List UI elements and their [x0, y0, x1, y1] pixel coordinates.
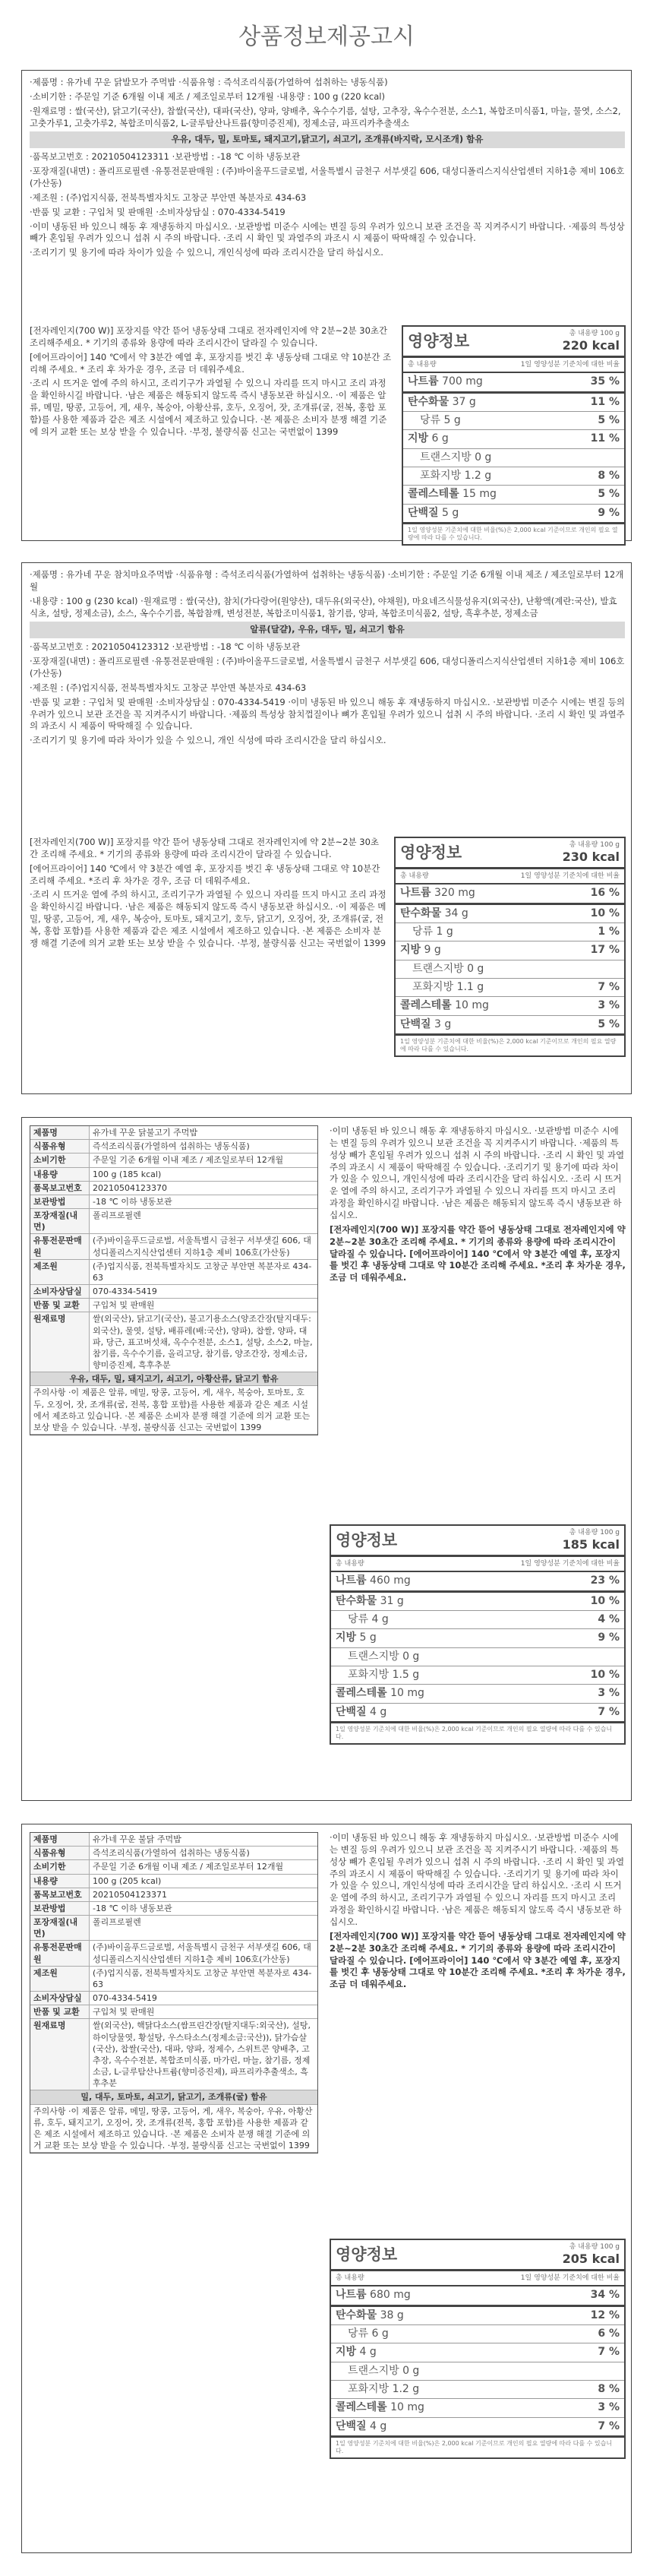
info-line: ·반품 및 교환 : 구입처 및 판매원 ·소비자상담실 : 070-4334-5419 ·이미 냉동된 바 있으니 해동 후 재냉동하지 마십시오. ·보관방법 미준수 시에는 변질 등의 우려가 있으니 보관 조건을 꼭 지켜주시기 바랍니다. ·제품의 특성상 참치껍질이나 뼈가 혼입될 우려가 있으니 섭취 시 주의 바랍니다. ·조리 시 확인 및 과열주의 과조시 시 제품이 딱딱해질 수 있습니다. [30, 696, 626, 732]
info-line: ·내용량 : 100 g (230 kcal) ·원재료명 : 쌀(국산), 참치(가다랑어(원양산), 대두유(외국산), 야채원), 마요네즈식물성유지(외국산), 난황액(계란:국산), 발효식초, 설탕, 정제소금), 소스, 옥수수기름, 복합참깨, 변성전분, 복합조미식품1, 참기름, 양파, 복합조미식품2, 설탕, 흑후추분, 정제소금 [30, 595, 617, 619]
cooking-instructions: [전자레인지(700 W)] 포장지를 약간 뜯어 냉동상태 그대로 전자레인지에 약 2분~2분 30초간 조리해 주세요. * 기기의 종류와 용량에 따라 조리시간이 달라질 수 있습니다. [에어프라이어] 140 ℃에서 약 3분간 예열 후, 포장지를 벗긴 후 냉동상태 그대로 약 10분간 조리해 주세요. *조리 후 차가운 경우, 조금 더 데워주세요. [330, 1223, 626, 1283]
nutrient-row-sugars: 당류 1 g 1 % [396, 923, 624, 941]
info-line: ·제조원 : (주)업지식품, 전북특별자치도 고창군 부안면 복분자로 434-63 [30, 682, 307, 693]
nutrient-row-fat: 지방 5 g 9 % [331, 1629, 624, 1647]
total-amount-label: 총 내용량 [336, 2274, 364, 2282]
nutrient-row-fat: 지방 9 g 17 % [396, 941, 624, 960]
allergy-banner: 우유, 대두, 밀, 돼지고기, 쇠고기, 아황산류, 닭고기 함유 [30, 1372, 317, 1386]
nutrient-row-cholesterol: 콜레스테롤 10 mg 3 % [396, 997, 624, 1015]
nutrient-row-trans-fat: 트랜스지방 0 g [403, 449, 624, 467]
cooking-instructions: [전자레인지(700 W)] 포장지를 약간 뜯어 냉동상태 그대로 전자레인지에 약 2분~2분 30초간 조리해 주세요. * 기기의 종류와 용량에 따라 조리시간이 달라질 수 있습니다. [30, 837, 379, 859]
total-amount-label: 총 내용량 [336, 1559, 364, 1568]
nutrient-row-sodium: 나트륨 700 mg 35 % [403, 373, 624, 393]
nutrient-row-protein: 단백질 5 g 9 % [403, 505, 624, 524]
nutrition-amount: 총 내용량 100 g [569, 2243, 620, 2251]
nutrient-row-trans-fat: 트랜스지방 0 g [331, 2362, 624, 2381]
nutrient-row-sugars: 당류 5 g 5 % [403, 412, 624, 430]
nutrient-row-protein: 단백질 3 g 5 % [396, 1016, 624, 1036]
nutrition-footnote: 1일 영양성분 기준치에 대한 비율(%)은 2,000 kcal 기준이므로 개인의 필요 열량에 따라 다를 수 있습니다. [336, 1725, 613, 1740]
handling-notes: ·이미 냉동된 바 있으니 해동 후 재냉동하지 마십시오. ·보관방법 미준수 시에는 변질 등의 우려가 있으니 보관 조건을 꼭 지켜주시기 바랍니다. ·제품의 특성상 빼가 혼입될 우려가 있으니 섭취 시 주의 바랍니다. ·조리 시 확인 및 과열주의 과조시 시 제품이 딱딱해질 수 있습니다. ·조리기기 및 용기에 따라 차이가 있을 수 있으니, 개인식성에 따라 조리시간을 달리 하십시오. ·조리 시 뜨거운 열에 주의 하시고, 조리기구가 과열될 수 있으니 자리를 뜨지 마시고 조리 과정을 확인하시길 바랍니다. ·남은 제품은 해동되지 않도록 즉시 냉동보관 하십시오. [330, 1125, 625, 1221]
nutrient-row-sat-fat: 포화지방 1.1 g 7 % [396, 979, 624, 997]
nutrient-row-trans-fat: 트랜스지방 0 g [331, 1648, 624, 1666]
nutrient-row-carbs: 탄수화물 38 g 12 % [331, 2307, 624, 2325]
info-line: ·제품명 : 유가네 꾸운 닭발모가 주먹밥 ·식품유형 : 즉석조리식품(가열하여 섭취하는 냉동식품) [30, 77, 388, 87]
nutrient-row-sodium: 나트륨 680 mg 34 % [331, 2286, 624, 2306]
cooking-instructions: [에어프라이어] 140 ℃에서 약 3분간 예열 후, 포장지를 벗긴 후 냉동상태 그대로 약 10분간 조리해 주세요. * 조리 후 차가운 경우, 조금 더 데워주세요. [30, 351, 392, 375]
nutrient-row-sugars: 당류 4 g 4 % [331, 1611, 624, 1629]
info-line: ·이미 냉동된 바 있으니 해동 후 재냉동하지 마십시오. ·보관방법 미준수 시에는 변질 등의 우려가 있으니 보관 조건을 꼭 지켜주시기 바랍니다. ·제품의 특성상 빼가 혼입될 우려가 있으니 섭취 시 주의 바랍니다. ·조리 시 확인 및 과열주의 과조시 시 제품이 딱딱해질 수 있습니다. [30, 220, 625, 244]
nutrient-row-protein: 단백질 4 g 7 % [331, 1704, 624, 1723]
allergy-banner: 알류(달걀), 우유, 대두, 밀, 쇠고기 함유 [30, 622, 625, 638]
product-spec-table: 제품명 유가네 꾸운 불닭 주먹밥 식품유형 즉석조리식품(가열하여 섭취하는 냉동식품) 소비기한 주문일 기준 6개월 이내 제조 / 제조일로부터 12개월 내용량 100 g (205 kcal) 품목보고번호 20210504123371 보관방법 -18 ℃ 이하 냉동보관 포장재질(내면) 폴리프로필렌 유통전문판매원 (주)바이올푸드글로벌, 서울특별시 금천구 서부샛길 606, 대성디폴리스지식산업센터 지하1층 제비 106호(가산동) 제조원 (주)업지식품, 전북특별자치도 고창군 부안면 복분자로 434-63 소비자상담실 070-4334-5419 반품 및 교환 구입처 및 판매원 원재료명 쌀(외국산), 핵닭다소스(쌈프린간장(탈지대두:외국산), 설탕, 하이당물엿, 황설탕, 우스타소스(정제소금:국산)), 닭가슴살(국산), 찹쌀(국산), 대파, 양파, 정제수, 스위트콘 양배추, 고추장, 옥수수전분, 복합조미식품, 마가린, 마늘, 참기름, 정제소금, L-글루탐산나트륨(향미증진제), 파프리카추출색소, 흑후추분 밀, 대두, 토마토, 쇠고기, 닭고기, 조개류(굴) 함유 주의사항 ·이 제품은 알류, 메밀, 땅콩, 고등어, 게, 새우, 복숭아, 우유, 아황산류, 호두, 돼지고기, 오징어, 잣, 조개류(전복, 홍합 포함)를 사용한 제품과 같은 제조 시설에서 제조하고 있습니다. ·본 제품은 소비자 분쟁 해결 기준에 의거 교환 또는 보상 받을 수 있습니다. ·부정, 불량식품 신고는 국번없이 1399 [30, 1832, 318, 2154]
nutrient-row-sat-fat: 포화지방 1.2 g 8 % [403, 467, 624, 486]
nutrition-kcal: 185 kcal [562, 1536, 620, 1552]
nutrition-kcal: 205 kcal [562, 2251, 620, 2266]
nutrient-row-sat-fat: 포화지방 1.2 g 8 % [331, 2381, 624, 2399]
info-line: ·제조원 : (주)업지식품, 전북특별자치도 고창군 부안면 복분자로 434-63 [30, 191, 307, 203]
info-line: ·소비기한 : 주문일 기준 6개월 이내 제조 / 제조일로부터 12개월 ·내용량 : 100 g (220 kcal) [30, 90, 385, 102]
product-info-panel-2 [21, 562, 632, 1094]
product-info-panel-4 [21, 1824, 632, 2553]
nutrition-amount: 총 내용량 100 g [569, 1529, 620, 1536]
cautions: ·조리 시 뜨거운 열에 주의 하시고, 조리기구가 과열될 수 있으니 자리를 뜨지 마시고 조리 과정을 확인하시길 바랍니다. ·남은 제품은 해동되지 않도록 즉시 냉동보관 하십시오. ·이 제품은 메밀, 땅콩, 고등어, 게, 새우, 복숭아, 토마토, 돼지고기, 호두, 닭고기, 오징어, 잣, 조개류(굴, 전복, 홍합 포함)를 사용한 제품과 같은 제조 시설에서 제조하고 있습니다. ·본 제품은 소비자 분쟁 해결 기준에 의거 교환 또는 보상 받을 수 있습니다. ·부정, 불량식품 신고는 국번없이 1399 [30, 889, 386, 948]
page-title: 상품정보제공고시 [238, 24, 415, 50]
info-line: ·포장재질(내면) : 폴리프로필렌 ·유통전문판매원 : (주)바이올푸드글로벌, 서울특별시 금천구 서부샛길 606, 대성디폴리스지식산업센터 지하1층 제비 106호(가산동) [30, 166, 625, 189]
nutrition-footnote: 1일 영양성분 기준치에 대한 비율(%)은 2,000 kcal 기준이므로 개인의 필요 열량에 따라 다를 수 있습니다. [400, 1037, 617, 1052]
nutrition-kcal: 230 kcal [562, 849, 620, 864]
nutrition-title: 영양정보 [336, 1531, 398, 1550]
info-line: ·반품 및 교환 : 구입처 및 판매원 ·소비자상담실 : 070-4334-5419 [30, 206, 285, 217]
nutrient-row-protein: 단백질 4 g 7 % [331, 2418, 624, 2438]
total-amount-label: 총 내용량 [408, 360, 437, 369]
cautions: 주의사항 ·이 제품은 알류, 메밀, 땅콩, 고등어, 게, 새우, 복숭아, 토마토, 호두, 오징어, 잣, 조개류(굴, 전복, 홍합 포함)를 사용한 제품과 같은 제조 시설에서 제조하고 있습니다. ·본 제품은 소비자 분쟁 해결 기준에 의거 교환 또는 보상 받을 수 있습니다. ·부정, 불량식품 신고는 국번없이 1399 [30, 1386, 317, 1435]
dv-label: 1일 영양성분 기준치에 대한 비율 [520, 1559, 620, 1568]
info-line: ·포장재질(내면) : 폴리프로필렌 ·유통전문판매원 : (주)바이올푸드글로벌, 서울특별시 금천구 서부샛길 606, 대성디폴리스지식산업센터 지하1층 제비 106호(가산동) [30, 656, 625, 679]
nutrient-row-cholesterol: 콜레스테롤 15 mg 5 % [403, 486, 624, 504]
allergy-banner: 우유, 대두, 밀, 토마토, 돼지고기,닭고기, 쇠고기, 조개류(바지락, 모시조개) 함유 [30, 131, 625, 148]
handling-notes: ·이미 냉동된 바 있으니 해동 후 재냉동하지 마십시오. ·보관방법 미준수 시에는 변질 등의 우려가 있으니 보관 조건을 꼭 지켜주시기 바랍니다. ·제품의 특성상 빼가 혼입될 우려가 있으니 섭취 시 주의 바랍니다. ·조리 시 확인 및 과열주의 과조시 시 제품이 딱딱해질 수 있습니다. ·조리기기 및 용기에 따라 차이가 있을 수 있으니, 개인식성에 따라 조리시간을 달리 하십시오. ·조리 시 뜨거운 열에 주의 하시고, 조리기구가 과열될 수 있으니 자리를 뜨지 마시고 조리 과정을 확인하시길 바랍니다. ·남은 제품은 해동되지 않도록 즉시 냉동보관 하십시오. [330, 1832, 625, 1928]
nutrient-row-fat: 지방 6 g 11 % [403, 430, 624, 448]
nutrition-footnote: 1일 영양성분 기준치에 대한 비율(%)은 2,000 kcal 기준이므로 개인의 필요 열량에 따라 다를 수 있습니다. [408, 526, 618, 541]
cautions: 주의사항 ·이 제품은 알류, 메밀, 땅콩, 고등어, 게, 새우, 복숭아, 우유, 아황산류, 호두, 돼지고기, 오징어, 잣, 조개류(전복, 홍합 포함)를 사용한 제품과 같은 제조 시설에서 제조하고 있습니다. ·본 제품은 소비자 분쟁 해결 기준에 의거 교환 또는 보상 받을 수 있습니다. ·부정, 불량식품 신고는 국번없이 1399 [30, 2105, 317, 2154]
dv-label: 1일 영양성분 기준치에 대한 비율 [520, 2274, 620, 2282]
info-line: ·품목보고번호 : 20210504123311 ·보관방법 : -18 ℃ 이하 냉동보관 [30, 151, 301, 163]
product-info-panel-3 [21, 1117, 632, 1801]
nutrient-row-sodium: 나트륨 320 mg 16 % [396, 885, 624, 904]
info-line: ·품목보고번호 : 20210504123312 ·보관방법 : -18 ℃ 이하 냉동보관 [30, 641, 301, 653]
nutrition-title: 영양정보 [336, 2245, 398, 2264]
nutrition-title: 영양정보 [400, 843, 462, 862]
nutrition-kcal: 220 kcal [562, 337, 620, 353]
dv-label: 1일 영양성분 기준치에 대한 비율 [520, 872, 620, 880]
nutrient-row-carbs: 탄수화물 31 g 10 % [331, 1593, 624, 1611]
allergy-banner: 밀, 대두, 토마토, 쇠고기, 닭고기, 조개류(굴) 함유 [30, 2090, 317, 2104]
nutrient-row-carbs: 탄수화물 37 g 11 % [403, 394, 624, 412]
info-line: ·조리기기 및 용기에 따라 차이가 있을 수 있으니, 개인식성에 따라 조리시간을 달리 하십시오. [30, 247, 383, 258]
nutrient-row-fat: 지방 4 g 7 % [331, 2343, 624, 2362]
cautions: ·조리 시 뜨거운 열에 주의 하시고, 조리기구가 과열될 수 있으니 자리를 뜨지 마시고 조리 과정을 확인하시길 바랍니다. ·남은 제품은 해동되지 않도록 즉시 냉동보관 하십시오. ·이 제품은 알류, 메밀, 땅콩, 고등어, 게, 새우, 복숭아, 아황산류, 호두, 오징어, 잣, 조개류(굴, 전복, 홍합 포함)를 사용한 제품과 같은 제조 시설에서 제조하고 있습니다. ·본 제품은 소비자 분쟁 해결 기준에 의거 교환 또는 보상 받을 수 있습니다. ·부정, 불량식품 신고는 국번없이 1399 [30, 378, 387, 437]
nutrition-amount: 총 내용량 100 g [569, 330, 620, 337]
nutrition-facts-2 [394, 837, 626, 1057]
product-info-panel-1 [21, 70, 632, 541]
nutrient-row-sat-fat: 포화지방 1.5 g 10 % [331, 1666, 624, 1685]
nutrient-row-sodium: 나트륨 460 mg 23 % [331, 1572, 624, 1592]
info-line: ·제품명 : 유가네 꾸운 참치마요주먹밥 ·식품유형 : 즉석조리식품(가열하여 섭취하는 냉동식품) ·소비기한 : 주문일 기준 6개월 이내 제조 / 제조일로부터 12개월 [30, 569, 624, 592]
nutrient-row-sugars: 당류 6 g 6 % [331, 2325, 624, 2343]
total-amount-label: 총 내용량 [400, 872, 429, 880]
nutrient-row-cholesterol: 콜레스테롤 10 mg 3 % [331, 1685, 624, 1703]
nutrition-facts-4 [330, 2239, 626, 2459]
cooking-instructions: [전자레인지(700 W)] 포장지를 약간 뜯어 냉동상태 그대로 전자레인지에 약 2분~2분 30초간 조리해주세요. * 기기의 종류와 용량에 따라 조리시간이 달라질 수 있습니다. [30, 325, 388, 348]
nutrition-footnote: 1일 영양성분 기준치에 대한 비율(%)은 2,000 kcal 기준이므로 개인의 필요 열량에 따라 다를 수 있습니다. [336, 2439, 613, 2454]
dv-label: 1일 영양성분 기준치에 대한 비율 [520, 360, 620, 369]
nutrition-facts-1 [402, 325, 626, 546]
nutrition-facts-3 [330, 1524, 626, 1745]
cooking-instructions: [에어프라이어] 140 ℃에서 약 3분간 예열 후, 포장지를 벗긴 후 냉동상태 그대로 약 10분간 조리해 주세요. *조리 후 차가운 경우, 조금 더 데워주세요. [30, 862, 380, 886]
cooking-instructions: [전자레인지(700 W)] 포장지를 약간 뜯어 냉동상태 그대로 전자레인지에 약 2분~2분 30초간 조리해 주세요. * 기기의 종류와 용량에 따라 조리시간이 달라질 수 있습니다. [에어프라이어] 140 ℃에서 약 3분간 예열 후, 포장지를 벗긴 후 냉동상태 그대로 약 10분간 조리해 주세요. *조리 후 차가운 경우, 조금 더 데워주세요. [330, 1930, 626, 1990]
nutrient-row-trans-fat: 트랜스지방 0 g [396, 960, 624, 979]
nutrient-row-cholesterol: 콜레스테롤 10 mg 3 % [331, 2399, 624, 2417]
nutrition-title: 영양정보 [408, 332, 470, 351]
nutrition-amount: 총 내용량 100 g [569, 841, 620, 849]
info-line: ·원재료명 : 쌀(국산), 닭고기(국산), 찹쌀(국산), 대파(국산), 양파, 양배추, 옥수수기름, 설탕, 고추장, 옥수수전분, 소스1, 복합조미식품1, 마늘, 물엿, 소스2, 고춧가루1, 고춧가루2, 복합조미식품2, L-글루탐산나트륨(향미증진제), 정제소금, 파프리카추출색소 [30, 105, 621, 128]
info-line: ·조리기기 및 용기에 따라 차이가 있을 수 있으니, 개인 식성에 따라 조리시간을 달리 하십시오. [30, 735, 386, 746]
product-spec-table: 제품명 유가네 꾸운 닭불고기 주먹밥 식품유형 즉석조리식품(가열하여 섭취하는 냉동식품) 소비기한 주문일 기준 6개월 이내 제조 / 제조일로부터 12개월 내용량 100 g (185 kcal) 품목보고번호 20210504123370 보관방법 -18 ℃ 이하 냉동보관 포장재질(내면) 폴리프로필렌 유통전문판매원 (주)바이올푸드글로벌, 서울특별시 금천구 서부샛길 606, 대성디폴리스지식산업센터 지하1층 제비 106호(가산동) 제조원 (주)업지식품, 전북특별자치도 고창군 부안면 복분자로 434-63 소비자상담실 070-4334-5419 반품 및 교환 구입처 및 판매원 원재료명 쌀(외국산), 닭고기(국산), 불고기용소스(양조간장(탈지대두:외국산), 물엿, 설탕, 배퓨레(배:국산), 양파), 찹쌀, 양파, 대파, 당근, 표고버섯채, 옥수수전분, 소스1, 설탕, 소스2, 마늘, 참기름, 옥수수기름, 올리고당, 참기름, 양조간장, 정제소금, 향미증진제, 흑후추분 우유, 대두, 밀, 돼지고기, 쇠고기, 아황산류, 닭고기 함유 주의사항 ·이 제품은 알류, 메밀, 땅콩, 고등어, 게, 새우, 복숭아, 토마토, 호두, 오징어, 잣, 조개류(굴, 전복, 홍합 포함)를 사용한 제품과 같은 제조 시설에서 제조하고 있습니다. ·본 제품은 소비자 분쟁 해결 기준에 의거 교환 또는 보상 받을 수 있습니다. ·부정, 불량식품 신고는 국번없이 1399 [30, 1125, 318, 1435]
nutrient-row-carbs: 탄수화물 34 g 10 % [396, 905, 624, 923]
